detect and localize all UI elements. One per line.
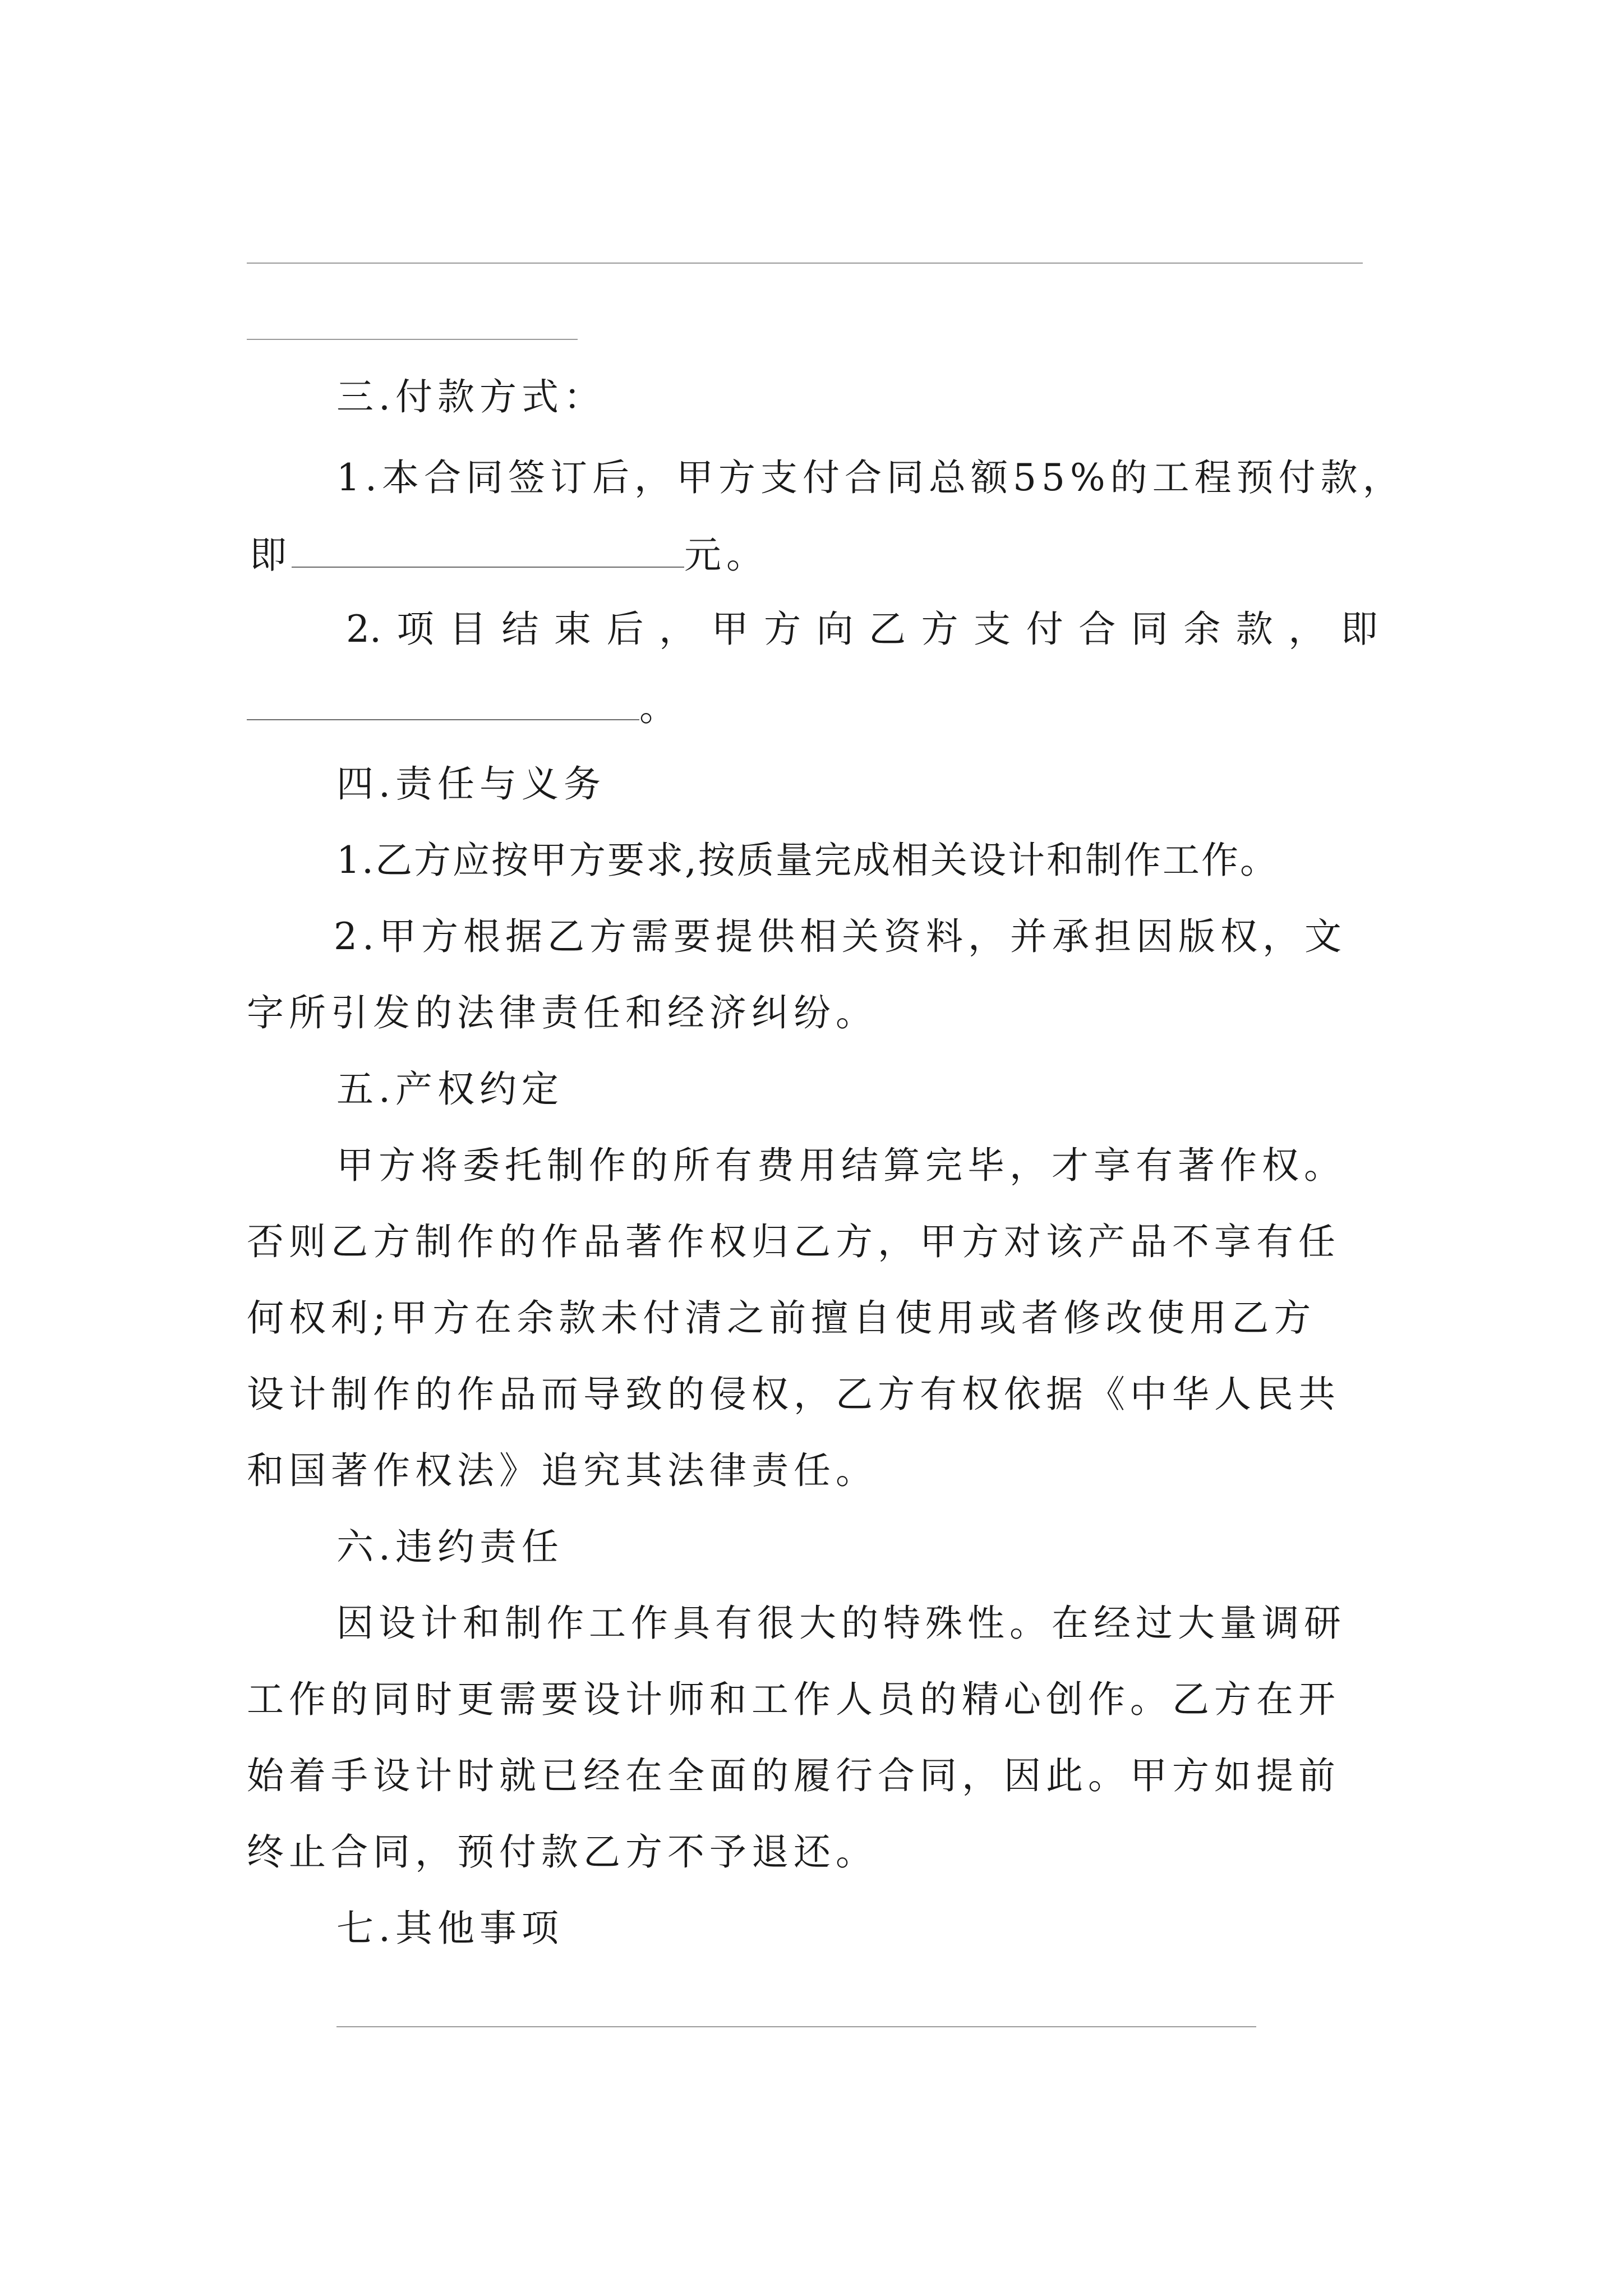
section-heading-duties: 四.责任与义务	[336, 762, 606, 806]
payment-item-2-char: 2.	[346, 608, 381, 651]
top-blank-rule-short	[247, 339, 578, 340]
footer-rule	[336, 2026, 1256, 2027]
amount-blank-2[interactable]	[247, 691, 639, 720]
payment-item-1-prefix: 即	[250, 533, 292, 577]
amount-blank-1[interactable]	[292, 539, 684, 568]
payment-item-2-char: 方	[921, 608, 958, 651]
duties-item-1: 1.乙方应按甲方要求,按质量完成相关设计和制作工作。	[336, 839, 1279, 882]
payment-item-2-char: 甲	[711, 608, 749, 651]
payment-item-2-char: 向	[816, 608, 854, 651]
duties-item-2-cont: 字所引发的法律责任和经济纠纷。	[247, 991, 878, 1034]
payment-item-2-char: 即	[1340, 608, 1378, 651]
payment-item-2	[346, 607, 1378, 652]
payment-item-1: 1.本合同签订后，甲方支付合同总额55%的工程预付款，	[336, 456, 1405, 499]
payment-item-2-suffix: 。	[639, 686, 681, 729]
payment-item-2-char: 支	[974, 608, 1011, 651]
section-heading-ip: 五.产权约定	[336, 1068, 564, 1111]
ip-paragraph-line: 否则乙方制作的作品著作权归乙方，甲方对该产品不享有任	[247, 1220, 1340, 1263]
payment-item-2-char: 款	[1235, 608, 1273, 651]
payment-item-1-suffix: 元。	[684, 533, 768, 577]
breach-paragraph-line: 终止合同，预付款乙方不予退还。	[247, 1830, 878, 1874]
ip-paragraph-line: 何权利;甲方在余款未付清之前擅自使用或者修改使用乙方	[247, 1296, 1316, 1340]
payment-item-2-char: 后	[606, 608, 644, 651]
payment-item-2-char: 同	[1131, 608, 1168, 651]
payment-item-1-cont	[250, 533, 768, 578]
payment-item-2-char: 付	[1026, 608, 1063, 651]
duties-item-2: 2.甲方根据乙方需要提供相关资料，并承担因版权，文	[334, 915, 1347, 958]
breach-paragraph-line: 因设计和制作工作具有很大的特殊性。在经过大量调研	[336, 1602, 1346, 1645]
payment-item-2-char: 结	[501, 608, 539, 651]
section-heading-other: 七.其他事项	[336, 1907, 564, 1950]
section-heading-payment: 三.付款方式：	[336, 375, 606, 418]
ip-paragraph-line: 和国著作权法》追究其法律责任。	[247, 1449, 878, 1492]
payment-item-2-char: 余	[1183, 608, 1221, 651]
payment-item-2-cont	[247, 685, 681, 730]
payment-item-2-char: ，	[659, 608, 697, 651]
payment-item-2-char: ，	[1288, 608, 1326, 651]
ip-paragraph-line: 设计制作的作品而导致的侵权，乙方有权依据《中华人民共	[247, 1373, 1340, 1416]
top-blank-rule	[247, 263, 1363, 264]
payment-item-2-char: 束	[554, 608, 592, 651]
breach-paragraph-line: 始着手设计时就已经在全面的履行合同，因此。甲方如提前	[247, 1754, 1340, 1797]
ip-paragraph-line: 甲方将委托制作的所有费用结算完毕，才享有著作权。	[336, 1144, 1346, 1187]
payment-item-2-char: 合	[1078, 608, 1116, 651]
breach-paragraph-line: 工作的同时更需要设计师和工作人员的精心创作。乙方在开	[247, 1678, 1340, 1721]
section-heading-breach: 六.违约责任	[336, 1525, 564, 1568]
payment-item-2-char: 目	[449, 608, 487, 651]
payment-item-2-char: 方	[764, 608, 801, 651]
payment-item-2-char: 项	[396, 608, 434, 651]
payment-item-2-char: 乙	[869, 608, 906, 651]
